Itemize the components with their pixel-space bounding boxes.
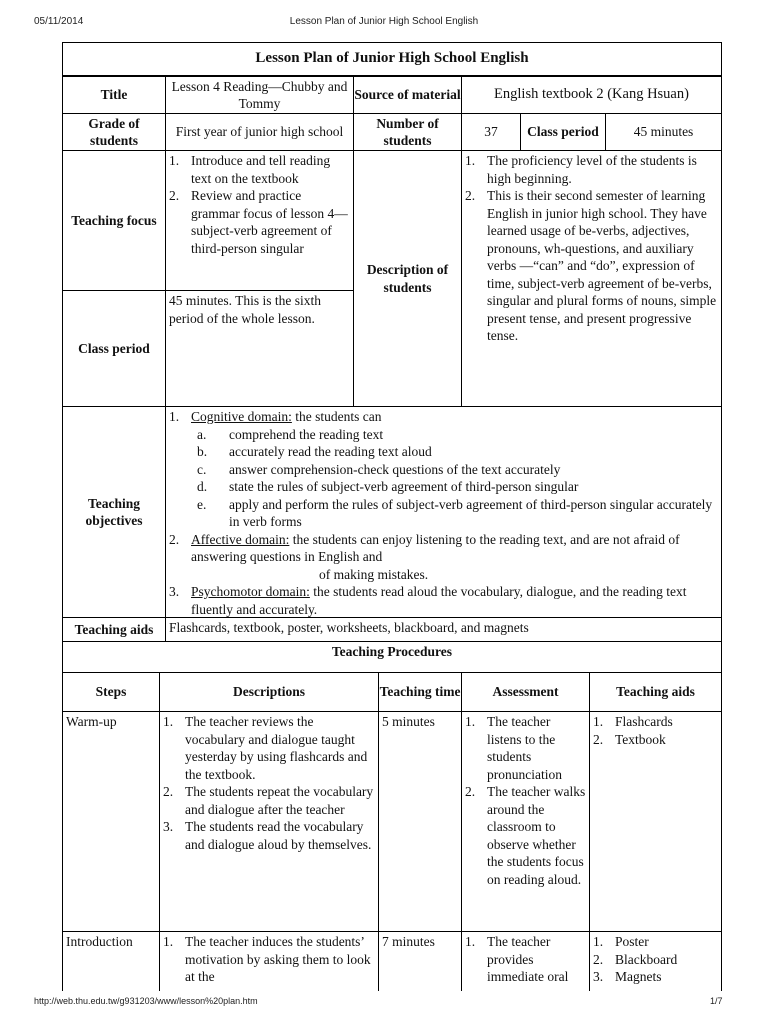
list-item: 3. The students read the vocabulary and dialogue aloud by themselves.	[163, 819, 372, 852]
footer-url[interactable]: http://web.thu.edu.tw/g931203/www/lesson%20plan.htm	[34, 996, 258, 1006]
list-item: 1. Flashcards	[593, 714, 673, 729]
source-label: Source of material	[353, 76, 462, 114]
list-item: 2. This is their second semester of learning English in junior high school. They have learned usage of be-verbs, adjectives, pronouns, wh-questions, and auxiliary verbs —“can” and “do”, expression of time, subject-verb agreement of be-verbs, singular and plural forms of nouns, simple present tense, and present progressive tense.	[465, 188, 717, 343]
sub-item: e. apply and perform the rules of subject-verb agreement of third-person singular accurately in verb forms	[197, 496, 713, 529]
list-item: 2. Blackboard	[593, 951, 678, 967]
col-descriptions: Descriptions	[159, 672, 379, 712]
print-date: 05/11/2014	[34, 16, 84, 27]
col-teaching-aids: Teaching aids	[589, 672, 722, 712]
aids-value: Flashcards, textbook, poster, worksheets, blackboard, and magnets	[165, 617, 722, 642]
objective-psychomotor: 3. Psychomotor domain: the students read aloud the vocabulary, dialogue, and the reading text fluently and accurately.	[169, 584, 687, 617]
warmup-assessment	[461, 711, 590, 932]
step-warmup: Warm-up	[62, 711, 160, 932]
objectives-list	[165, 406, 722, 618]
title-label: Title	[62, 76, 166, 114]
introduction-descriptions	[159, 931, 379, 991]
class-period-label: Class period	[520, 113, 606, 151]
objective-affective: 2. Affective domain: the students can enjoy listening to the reading text, and are not afraid of answering questions in English and	[169, 531, 680, 564]
list-item: 1. The teacher induces the students’ motivation by asking them to look at the	[163, 934, 371, 984]
grade-value: First year of junior high school	[165, 113, 354, 151]
aids-label: Teaching aids	[62, 617, 166, 642]
sub-item: a. comprehend the reading text	[197, 426, 384, 442]
class-period-value: 45 minutes	[605, 113, 722, 151]
sub-item: b. accurately read the reading text aloud	[197, 444, 432, 459]
col-assessment: Assessment	[461, 672, 590, 712]
step-introduction: Introduction	[62, 931, 160, 991]
warmup-time: 5 minutes	[378, 711, 462, 932]
number-value: 37	[461, 113, 521, 151]
procedures-heading: Teaching Procedures	[62, 641, 722, 673]
print-title: Lesson Plan of Junior High School English	[289, 16, 479, 27]
list-item: 1. Poster	[593, 934, 649, 949]
list-item: 2. Review and practice grammar focus of lesson 4—subject-verb agreement of third-person singular	[169, 188, 348, 256]
col-steps: Steps	[62, 672, 160, 712]
introduction-time: 7 minutes	[378, 931, 462, 991]
lesson-plan-caption: Lesson Plan of Junior High School English	[62, 42, 722, 76]
list-item: 3. Magnets	[593, 969, 662, 984]
description-list	[461, 150, 722, 407]
period-value: 45 minutes. This is the sixth period of the whole lesson.	[165, 290, 354, 407]
objective-cognitive: 1. Cognitive domain: the students can	[169, 409, 382, 424]
grade-label: Grade of students	[62, 113, 166, 151]
col-teaching-time: Teaching time	[378, 672, 462, 712]
warmup-aids	[589, 711, 722, 932]
teaching-focus-label: Teaching focus	[62, 150, 166, 291]
teaching-focus-list	[165, 150, 354, 291]
list-item: 2. The teacher walks around the classroom to observe whether the students focus on reading aloud.	[465, 784, 586, 887]
description-label: Description of students	[353, 150, 462, 407]
objective-affective-cont: of making mistakes.	[319, 566, 429, 582]
objectives-label: Teaching objectives	[62, 406, 166, 618]
page-number: 1/7	[710, 996, 723, 1006]
list-item: 1. The teacher reviews the vocabulary and dialogue taught yesterday by using flashcards and the textbook.	[163, 714, 368, 782]
list-item: 1. Introduce and tell reading text on the textbook	[169, 153, 331, 186]
period-label: Class period	[62, 290, 166, 407]
number-label: Number of students	[353, 113, 462, 151]
list-item: 1. The proficiency level of the students is high beginning.	[465, 153, 697, 186]
sub-item: d. state the rules of subject-verb agreement of third-person singular	[197, 479, 579, 494]
list-item: 2. Textbook	[593, 731, 666, 747]
list-item: 1. The teacher listens to the students pronunciation	[465, 714, 562, 782]
sub-item: c. answer comprehension-check questions of the text accurately	[197, 461, 561, 477]
warmup-descriptions	[159, 711, 379, 932]
list-item: 1. The teacher provides immediate oral	[465, 934, 569, 984]
list-item: 2. The students repeat the vocabulary and dialogue after the teacher	[163, 784, 374, 817]
introduction-assessment	[461, 931, 590, 991]
source-value: English textbook 2 (Kang Hsuan)	[461, 76, 722, 114]
introduction-aids	[589, 931, 722, 991]
title-value: Lesson 4 Reading—Chubby and Tommy	[165, 76, 354, 114]
